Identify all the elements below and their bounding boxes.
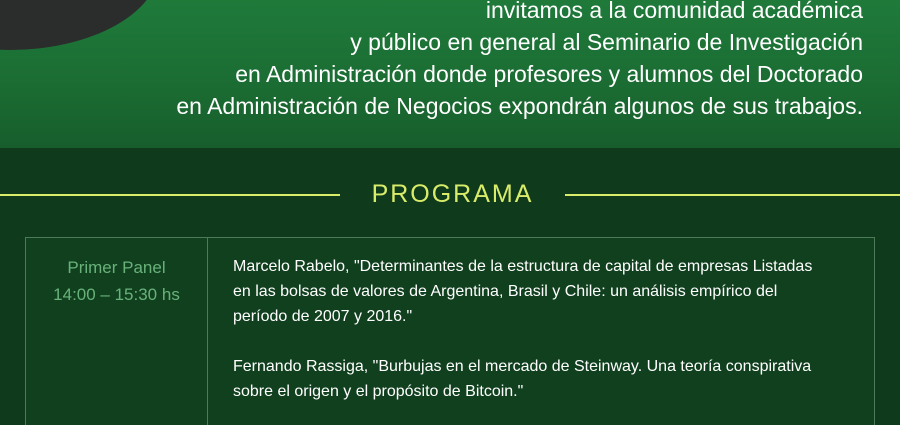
invitation-line: en Administración donde profesores y alumnos del Doctorado [235,61,863,87]
section-divider-left [0,194,340,196]
section-divider-right [565,194,900,196]
talk-line: Fernando Rassiga, "Burbujas en el mercado de Steinway. Una teoría conspirativa [233,358,812,375]
section-title: PROGRAMA [371,180,534,208]
panel-time: 14:00 – 15:30 hs [53,285,180,304]
invitation-line: y público en general al Seminario de Investigación [350,29,863,55]
program-table [25,237,875,425]
hero-banner [0,0,900,148]
talk-entry [233,254,873,329]
talk-entry [233,354,873,404]
panel-info [26,238,208,425]
talk-line: sobre el origen y el propósito de Bitcoin." [233,383,524,400]
talk-line: en las bolsas de valores de Argentina, Brasil y Chile: un análisis empírico del [233,283,778,300]
invitation-line: en Administración de Negocios expondrán algunos de sus trabajos. [176,93,863,119]
talk-line: período de 2007 y 2016." [233,308,413,325]
talks-list [233,254,873,425]
invitation-line: invitamos a la comunidad académica [485,0,863,23]
talk-line: Marcelo Rabelo, "Determinantes de la estructura de capital de empresas Listadas [233,258,813,275]
panel-name: Primer Panel [67,258,166,277]
invitation-text [43,0,863,122]
